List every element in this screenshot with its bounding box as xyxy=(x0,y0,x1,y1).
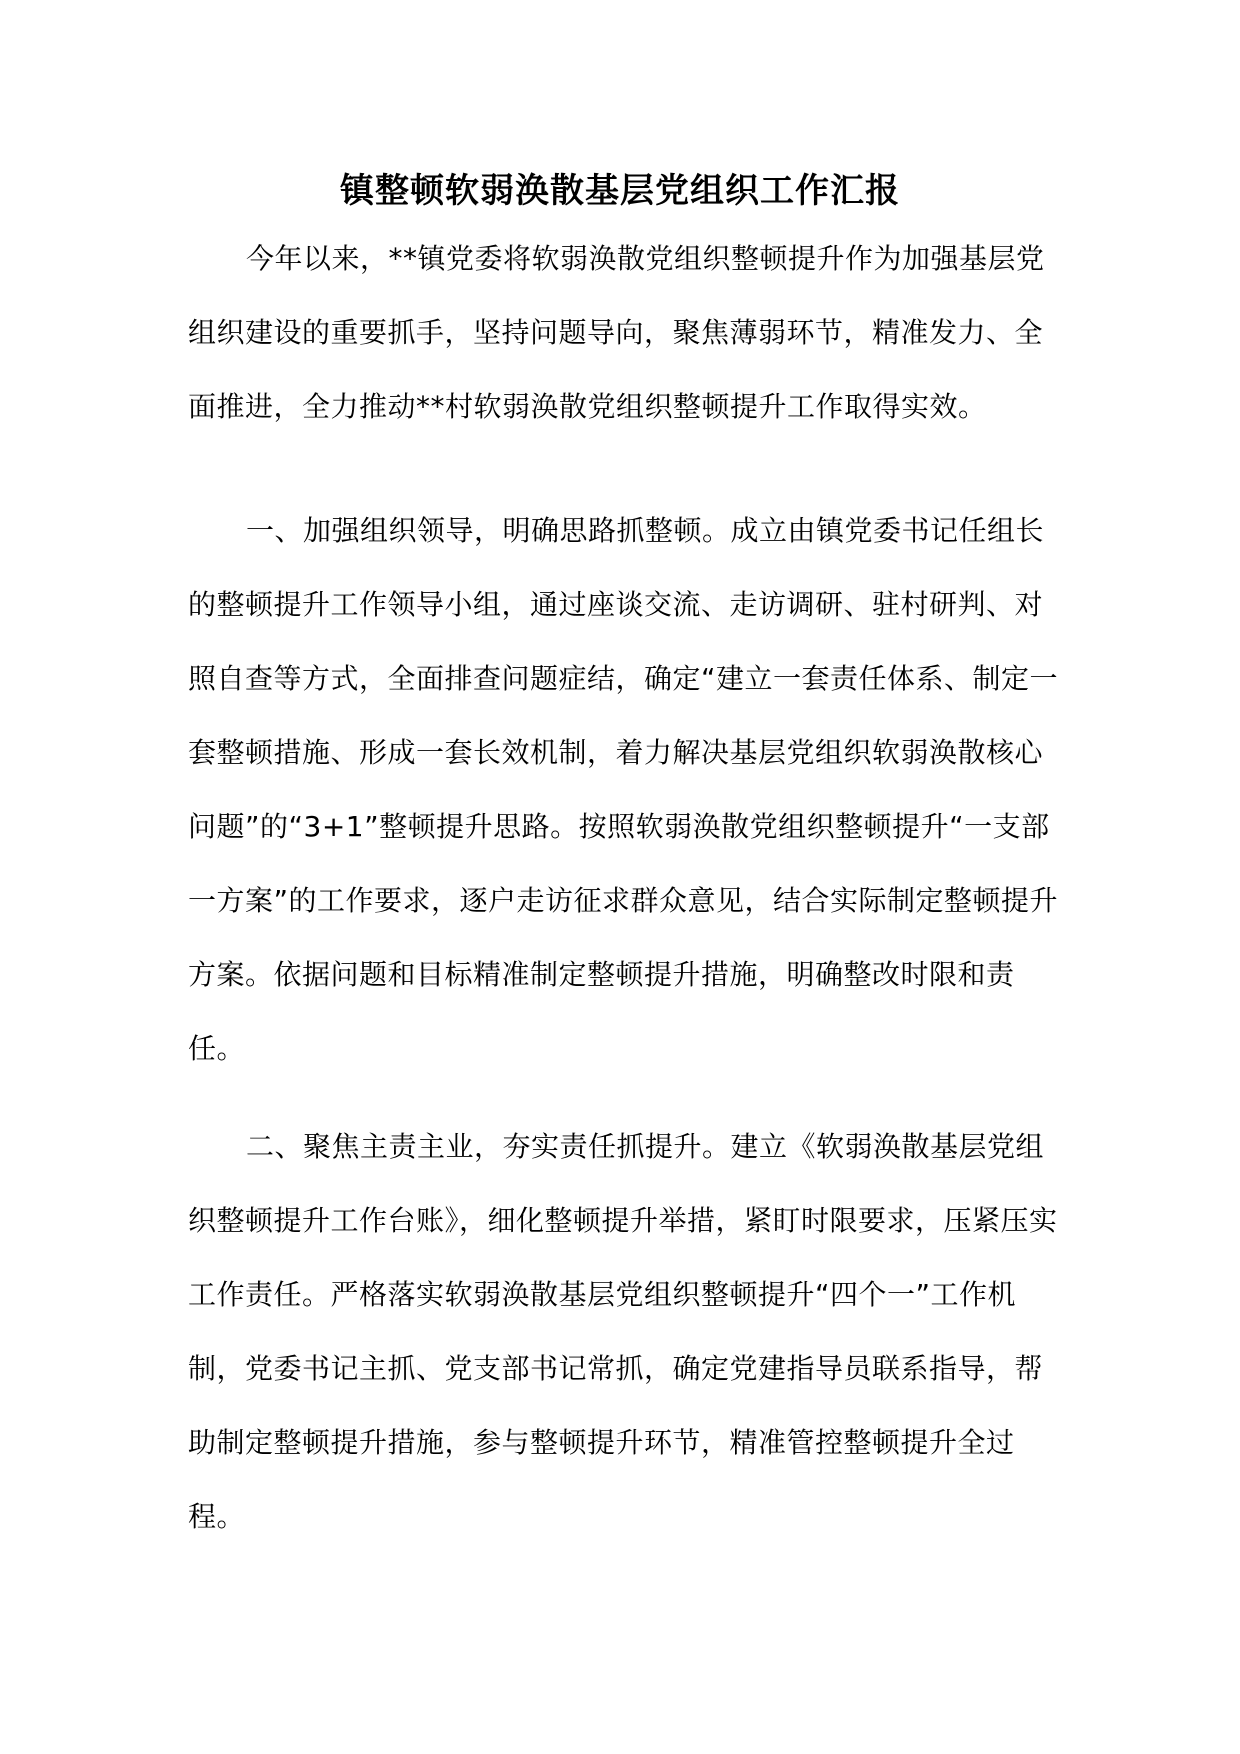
paragraph-section-1: 一、加强组织领导，明确思路抓整顿。成立由镇党委书记任组长的整顿提升工作领导小组，通过座谈交流、走访调研、驻村研判、对照自查等方式，全面排查问题症结，确定“建立一套责任体系、制定一套整顿措施、形成一套长效机制，着力解决基层党组织软弱涣散核心问题”的“3+1”整顿提升思路。按照软弱涣散党组织整顿提升“一支部一方案”的工作要求，逐户走访征求群众意见，结合实际制定整顿提升方案。依据问题和目标精准制定整顿提升措施，明确整改时限和责任。 xyxy=(188,514,1059,1065)
paragraph-section-2: 二、聚焦主责主业，夯实责任抓提升。建立《软弱涣散基层党组织整顿提升工作台账》，细化整顿提升举措，紧盯时限要求，压紧压实工作责任。严格落实软弱涣散基层党组织整顿提升“四个一”工作机制，党委书记主抓、党支部书记常抓，确定党建指导员联系指导，帮助制定整顿提升措施，参与整顿提升环节，精准管控整顿提升全过程。 xyxy=(188,1130,1058,1533)
document-title: 镇整顿软弱涣散基层党组织工作汇报 xyxy=(340,171,900,211)
paragraph-intro: 今年以来，**镇党委将软弱涣散党组织整顿提升作为加强基层党组织建设的重要抓手，坚持问题导向，聚焦薄弱环节，精准发力、全面推进，全力推动**村软弱涣散党组织整顿提升工作取得实效。 xyxy=(188,242,1045,423)
